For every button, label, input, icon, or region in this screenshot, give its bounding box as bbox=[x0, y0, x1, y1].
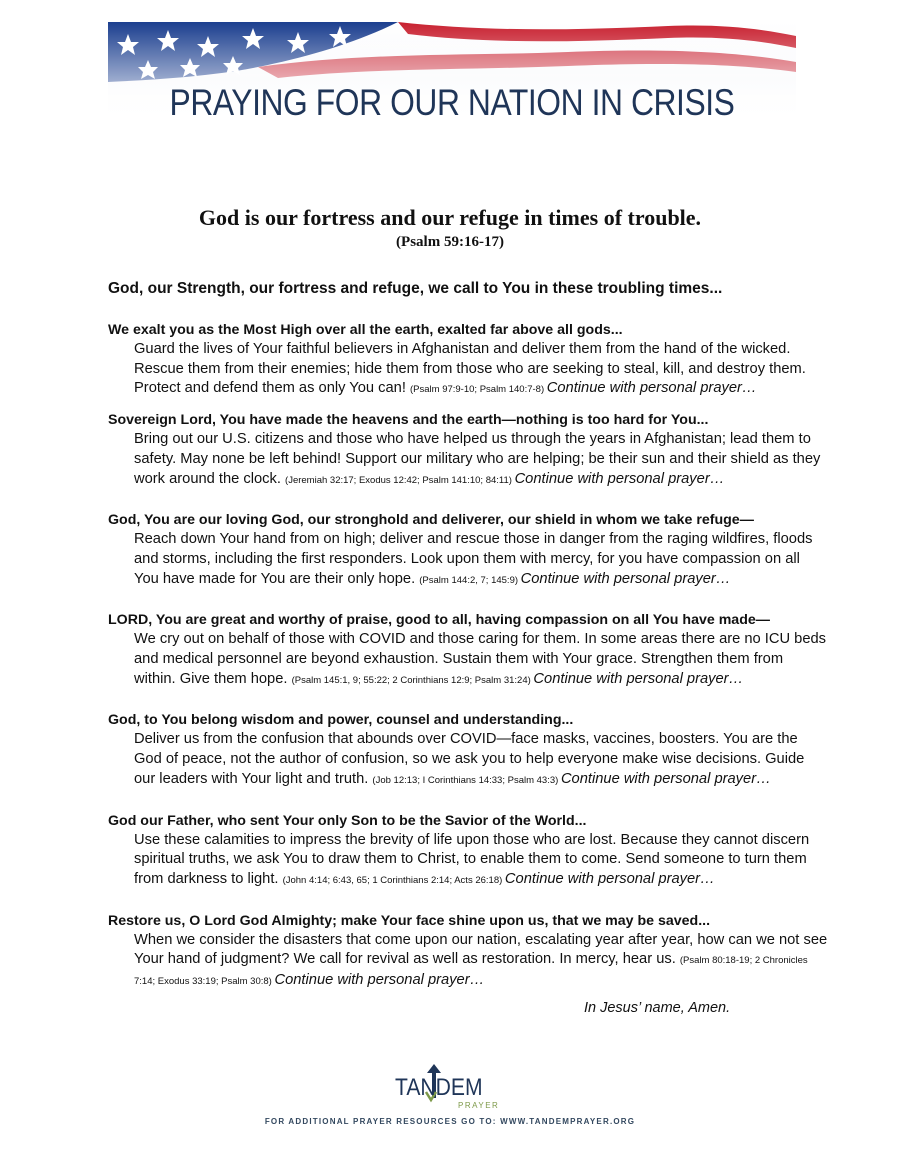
prayer-section bbox=[108, 320, 828, 400]
scripture-references: (Psalm 144:2, 7; 145:9) bbox=[419, 574, 521, 586]
section-heading: God, You are our loving God, our stronghold and deliverer, our shield in whom we take refuge— bbox=[108, 512, 754, 529]
logo-subtitle: PRAYER bbox=[458, 1101, 500, 1110]
continue-prompt: Continue with personal prayer… bbox=[533, 670, 744, 687]
prayer-section bbox=[108, 610, 828, 690]
continue-prompt: Continue with personal prayer… bbox=[504, 870, 715, 887]
header-banner bbox=[108, 22, 796, 126]
prayer-section bbox=[108, 811, 828, 891]
section-body bbox=[108, 931, 828, 992]
continue-prompt: Continue with personal prayer… bbox=[274, 972, 485, 989]
section-text: Deliver us from the confusion that abounds over COVID—face masks, vaccines, boosters. You are the God of peace, not the author of confusion, so we ask you to help everyone make wise decisions. Guide our leaders with Your light and truth. bbox=[134, 731, 805, 787]
prayer-section bbox=[108, 410, 828, 490]
theme-verse: God is our fortress and our refuge in times of trouble. bbox=[198, 205, 702, 230]
section-body bbox=[108, 831, 828, 891]
prayer-section bbox=[108, 710, 828, 790]
scripture-references: (John 4:14; 6:43, 65; 1 Corinthians 2:14; Acts 26:18) bbox=[282, 874, 505, 886]
section-heading: LORD, You are great and worthy of praise, good to all, having compassion on all You have made— bbox=[108, 612, 770, 629]
section-body bbox=[108, 340, 828, 400]
section-heading: God, to You belong wisdom and power, counsel and understanding... bbox=[108, 712, 574, 729]
continue-prompt: Continue with personal prayer… bbox=[520, 570, 731, 587]
section-text: Guard the lives of Your faithful believers in Afghanistan and deliver them from the hand of the wicked. Rescue them from their enemies; hide them from those who are seeking to steal, kill, and destroy them. Protect and defend them as only You can! bbox=[134, 341, 806, 397]
section-text: We cry out on behalf of those with COVID and those caring for them. In some areas there are no ICU beds and medical personnel are beyond exhaustion. Sustain them with Your grace. Strengthen them from within. Give them hope. bbox=[134, 631, 827, 687]
intro-line: God, our Strength, our fortress and refuge, we call to You in these troubling times... bbox=[108, 280, 723, 297]
continue-prompt: Continue with personal prayer… bbox=[546, 380, 757, 397]
section-text: Bring out our U.S. citizens and those who have helped us through the years in Afghanistan; lead them to safety. May none be left behind! Support our military who are helping; be their sun and their shield as they work around the clock. bbox=[134, 431, 821, 487]
scripture-references: (Jeremiah 32:17; Exodus 12:42; Psalm 141:10; 84:11) bbox=[285, 474, 515, 486]
tandem-logo bbox=[390, 1062, 520, 1112]
scripture-references: (Psalm 97:9-10; Psalm 140:7-8) bbox=[410, 384, 547, 396]
prayer-section bbox=[108, 911, 828, 992]
scripture-references: (Psalm 80:18-19; 2 Chronicles 7:14; Exodus 33:19; Psalm 30:8) bbox=[134, 955, 808, 988]
footer-resources-line: FOR ADDITIONAL PRAYER RESOURCES GO TO: WWW.TANDEMPRAYER.ORG bbox=[264, 1117, 636, 1126]
prayer-sections bbox=[108, 320, 828, 992]
continue-prompt: Continue with personal prayer… bbox=[514, 470, 725, 487]
section-body bbox=[108, 430, 828, 490]
banner-title: PRAYING FOR OUR NATION IN CRISIS bbox=[169, 82, 735, 123]
section-text: When we consider the disasters that come upon our nation, escalating year after year, how can we not see Your hand of judgment? We call for revival as well as restoration. In mercy, hear us. bbox=[134, 931, 828, 968]
logo-wordmark: TANDEM bbox=[395, 1074, 483, 1101]
scripture-references: (Job 12:13; I Corinthians 14:33; Psalm 43:3) bbox=[372, 774, 561, 786]
scripture-references: (Psalm 145:1, 9; 55:22; 2 Corinthians 12:9; Psalm 31:24) bbox=[291, 674, 534, 686]
section-heading: Restore us, O Lord God Almighty; make Your face shine upon us, that we may be saved... bbox=[108, 912, 711, 929]
section-heading: God our Father, who sent Your only Son to be the Savior of the World... bbox=[108, 812, 587, 829]
section-heading: We exalt you as the Most High over all the earth, exalted far above all gods... bbox=[108, 322, 623, 338]
continue-prompt: Continue with personal prayer… bbox=[560, 770, 771, 787]
prayer-section bbox=[108, 510, 828, 590]
section-text: Use these calamities to impress the brevity of life upon those who are lost. Because they cannot discern spiritual truths, we ask You to draw them to Christ, to enable them to come. Send someone to turn them from darkness to light. bbox=[134, 831, 810, 887]
theme-verse-reference: (Psalm 59:16-17) bbox=[396, 234, 504, 250]
closing-line: In Jesus’ name, Amen. bbox=[584, 1000, 731, 1016]
section-heading: Sovereign Lord, You have made the heavens and the earth—nothing is too hard for You... bbox=[108, 412, 709, 429]
section-body bbox=[108, 630, 828, 690]
section-text: Reach down Your hand from on high; deliver and rescue those in danger from the raging wildfires, floods and storms, including the first responders. Look upon them with mercy, for you have compassion on all You have made for You are their only hope. bbox=[134, 531, 813, 587]
section-body bbox=[108, 530, 828, 590]
section-body bbox=[108, 730, 828, 790]
